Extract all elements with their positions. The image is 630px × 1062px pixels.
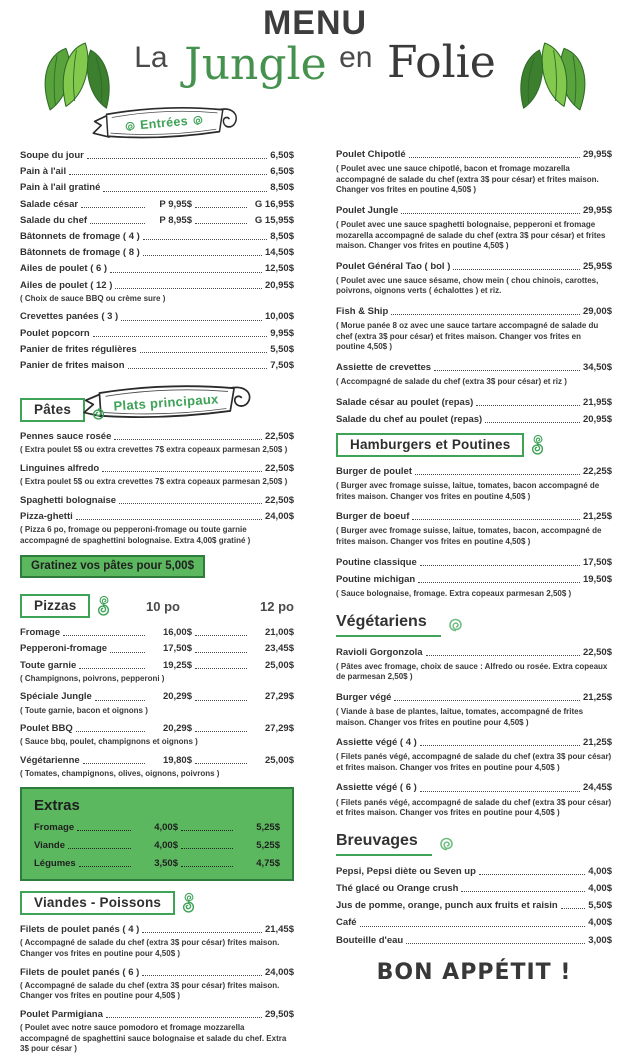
dotted-leader	[461, 891, 585, 892]
item-price: 22,50$	[264, 494, 294, 506]
item-name: Salade du chef	[20, 214, 88, 226]
item-name: Assiette de crevettes	[336, 361, 432, 373]
pizza-size-12po: 12 po	[260, 598, 294, 614]
title-la: La	[134, 41, 168, 74]
item-price: 4,00$	[588, 865, 612, 877]
spiral-icon	[447, 616, 464, 633]
item-price-col1: 19,25$	[162, 659, 192, 671]
item-price: 21,25$	[582, 737, 612, 749]
menu-item-row	[34, 858, 280, 869]
menu-item-row	[20, 627, 294, 638]
dotted-leader	[142, 975, 262, 976]
item-note: ( Poulet avec notre sauce pomodoro et fromage mozzarella accompagné de spaghettini sauce bolognaise et salade du chef. Extra 3$ pour césar )	[20, 1023, 287, 1054]
item-price-col1: 16,00$	[162, 627, 192, 639]
item-note: ( Sauce bolognaise, fromage. Extra copeaux parmesan 2,50$ )	[336, 588, 572, 598]
dotted-leader	[83, 763, 145, 764]
dotted-leader	[409, 157, 580, 158]
item-price-col1: 4,00$	[154, 839, 178, 851]
menu-item-row	[20, 495, 294, 506]
item-price-col2: 25,00$	[264, 754, 294, 766]
title-folie: Folie	[386, 37, 496, 88]
item-note: ( Burger avec fromage suisse, laitue, tomates, bacon, accompagné de frites maison. Changer vos frites en poutine 4,50$ )	[336, 526, 602, 547]
dotted-leader	[401, 213, 580, 214]
item-note: ( Toute garnie, bacon et oignons )	[20, 705, 148, 715]
item-price: 21,25$	[582, 691, 612, 703]
item-price: 22,50$	[582, 646, 612, 658]
menu-item-row	[336, 935, 612, 946]
vegetariens-title: Végétariens	[336, 613, 441, 637]
item-name: Végétarienne	[20, 754, 80, 766]
dotted-leader	[420, 791, 580, 792]
item-price-col1: 3,50$	[154, 858, 178, 869]
item-note: ( Accompagné de salade du chef (extra 3$ pour césar) frites maison. Changer vos frites en poutine pour 4,50$ )	[20, 980, 280, 1001]
menu-item-row	[20, 328, 294, 339]
item-price: 20,95$	[582, 413, 612, 425]
menu-item-row	[336, 782, 612, 793]
menu-item-row	[20, 691, 294, 702]
entrees-list	[20, 150, 294, 371]
menu-item-row	[336, 557, 612, 568]
item-price: 12,50$	[264, 263, 294, 275]
item-price-col2: G 16,95$	[254, 198, 294, 210]
menu-item-row	[20, 231, 294, 242]
menu-item-row	[336, 397, 612, 408]
menu-item-row	[20, 967, 294, 978]
section-header-vegetariens	[336, 613, 612, 637]
item-name: Poutine classique	[336, 556, 417, 568]
pizza-size-10po: 10 po	[146, 598, 180, 614]
burgers-title: Hamburgers et Poutines	[336, 433, 524, 457]
dotted-leader	[195, 652, 247, 653]
title-en: en	[339, 41, 373, 74]
dotted-leader	[195, 763, 247, 764]
dotted-leader	[79, 866, 131, 867]
item-price: 20,95$	[264, 279, 294, 291]
item-price: 25,95$	[582, 260, 612, 272]
dotted-leader	[181, 848, 233, 849]
dotted-leader	[142, 932, 262, 933]
item-price: 29,95$	[582, 149, 612, 160]
menu-item-row	[336, 306, 612, 317]
item-price-col1: 19,80$	[162, 754, 192, 766]
spiral-icon	[438, 835, 455, 852]
item-price: 21,25$	[582, 511, 612, 523]
left-column	[20, 150, 294, 1062]
dotted-leader	[93, 336, 268, 337]
item-price: 5,50$	[588, 900, 612, 912]
dotted-leader	[77, 830, 131, 831]
item-price: 7,50$	[270, 359, 294, 371]
menu-item-row	[20, 247, 294, 258]
menu-item-row	[336, 574, 612, 585]
dotted-leader	[426, 655, 580, 656]
item-price: 9,95$	[270, 327, 294, 339]
item-name: Fish & Ship	[336, 305, 389, 317]
gratinez-badge	[20, 555, 205, 578]
item-price: 24,00$	[264, 510, 294, 522]
menu-item-row	[336, 647, 612, 658]
item-name: Ailes de poulet ( 6 )	[20, 263, 108, 275]
item-name: Burger de boeuf	[336, 511, 410, 523]
item-name: Spaghetti bolognaise	[20, 494, 117, 506]
dotted-leader	[412, 519, 580, 520]
item-name: Poulet Parmigiana	[20, 1008, 103, 1020]
item-note: ( Viande à base de plantes, laitue, tomates, accompagné de frites maison. Changer vos frites en poutine pour 4,50$ )	[336, 707, 584, 727]
item-price-col1: 20,29$	[162, 691, 192, 703]
item-name: Assiette végé ( 4 )	[336, 737, 417, 749]
menu-item-row	[20, 182, 294, 193]
item-note: ( Accompagné de salade du chef (extra 3$ pour césar) frites maison. Changer vos frites en poutine pour 4,50$ )	[20, 938, 280, 958]
item-name: Burger de poulet	[336, 465, 413, 477]
menu-item-row	[20, 463, 294, 474]
dotted-leader	[391, 314, 580, 315]
dotted-leader	[128, 368, 268, 369]
dotted-leader	[420, 565, 580, 566]
spiral-icon	[191, 114, 204, 127]
dotted-leader	[76, 519, 262, 520]
item-price: 19,50$	[582, 573, 612, 585]
dotted-leader	[195, 635, 247, 636]
item-name: Filets de poulet panés ( 6 )	[20, 966, 140, 978]
item-name: Pain à l'ail gratiné	[20, 182, 101, 194]
item-name: Fromage	[20, 627, 61, 639]
dotted-leader	[103, 191, 267, 192]
dotted-leader	[143, 239, 267, 240]
item-price-col1: 4,00$	[154, 821, 178, 833]
item-price: 29,50$	[264, 1008, 294, 1020]
dotted-leader	[63, 635, 145, 636]
item-note: ( Burger avec fromage suisse, laitue, tomates, bacon accompagné de frites maison. Changer vos frites en poutine 4,50$ )	[336, 481, 600, 501]
double-spiral-icon	[181, 891, 196, 915]
item-price: 6,50$	[270, 166, 294, 178]
menu-item-row	[20, 723, 294, 734]
menu-item-row	[34, 822, 280, 833]
menu-item-row	[20, 431, 294, 442]
dotted-leader	[87, 158, 267, 159]
item-price-col1: 20,29$	[162, 723, 192, 735]
dotted-leader	[121, 320, 262, 321]
item-name: Panier de frites maison	[20, 359, 125, 371]
item-price: 24,45$	[582, 782, 612, 794]
dotted-leader	[195, 668, 247, 669]
item-name: Ravioli Gorgonzola	[336, 646, 423, 658]
pizzas-title: Pizzas	[20, 594, 90, 618]
item-note: ( Filets panés végé, accompagné de salade du chef (extra 3$ pour césar) et frites maison. Changer vos frites en poutine pour 4,50$ )	[336, 752, 612, 772]
item-name: Pepperoni-fromage	[20, 643, 108, 655]
dotted-leader	[110, 272, 262, 273]
menu-item-row	[20, 199, 294, 210]
item-name: Soupe du jour	[20, 150, 84, 161]
dotted-leader	[181, 830, 233, 831]
section-header-viandes-poissons	[20, 891, 294, 915]
item-name: Jus de pomme, orange, punch aux fruits et raisin	[336, 900, 558, 912]
menu-item-row	[20, 643, 294, 654]
menu-item-row	[20, 344, 294, 355]
menu-item-row	[336, 466, 612, 477]
item-name: Pizza-ghetti	[20, 510, 73, 522]
pates-list	[20, 431, 294, 546]
item-name: Viande	[34, 839, 65, 851]
dotted-leader	[181, 866, 233, 867]
dotted-leader	[69, 174, 267, 175]
dotted-leader	[110, 652, 145, 653]
menu-item-row	[20, 1009, 294, 1020]
plats-right-list	[336, 149, 612, 425]
item-price: 14,50$	[264, 247, 294, 259]
item-price-col2: 4,75$	[256, 858, 280, 869]
spiral-icon	[124, 119, 137, 132]
item-name: Pepsi, Pepsi diète ou Seven up	[336, 865, 476, 877]
item-name: Crevettes panées ( 3 )	[20, 311, 119, 323]
item-price: 29,00$	[582, 305, 612, 317]
item-name: Bouteille d'eau	[336, 934, 404, 946]
item-price: 8,50$	[270, 231, 294, 243]
menu-word: MENU	[262, 4, 368, 42]
item-name: Thé glacé ou Orange crush	[336, 882, 459, 894]
dotted-leader	[195, 223, 247, 224]
item-name: Pennes sauce rosée	[20, 431, 112, 443]
menu-item-row	[20, 263, 294, 274]
item-note: ( Extra poulet 5$ ou extra crevettes 7$ extra copeaux parmesan 2,50$ )	[20, 477, 288, 487]
section-header-pizzas	[20, 594, 294, 618]
menu-item-row	[336, 917, 612, 928]
item-note: ( Morue panée 8 oz avec une sauce tartare accompagné de salade du chef (extra 3$ pour césar) et frites maison. Changer vos frites en poutine 4,50$ )	[336, 321, 599, 352]
dotted-leader	[115, 288, 262, 289]
menu-item-row	[20, 150, 294, 161]
item-name: Poulet Chipotlé	[336, 149, 406, 160]
item-note: ( Extra poulet 5$ ou extra crevettes 7$ extra copeaux parmesan 2,50$ )	[20, 445, 288, 455]
entrees-banner	[88, 98, 240, 148]
item-price-col2: 5,25$	[256, 821, 280, 833]
plats-banner-text: Plats principaux	[112, 391, 220, 414]
burgers-list	[336, 466, 612, 600]
double-spiral-icon	[96, 594, 111, 618]
leaves-icon	[506, 36, 594, 124]
pizzas-list	[20, 627, 294, 779]
item-name: Bâtonnets de fromage ( 8 )	[20, 247, 140, 259]
dotted-leader	[90, 223, 145, 224]
item-note: ( Champignons, poivrons, pepperoni )	[20, 673, 165, 683]
dotted-leader	[76, 731, 145, 732]
extras-box	[20, 787, 294, 882]
menu-item-row	[20, 660, 294, 671]
menu-item-row	[336, 692, 612, 703]
item-name: Panier de frites régulières	[20, 343, 137, 355]
menu-item-row	[336, 900, 612, 911]
vegetariens-list	[336, 647, 612, 819]
item-name: Poulet popcorn	[20, 327, 90, 339]
item-price-col2: 5,25$	[256, 839, 280, 851]
item-name: Pain à l'ail	[20, 166, 67, 178]
item-price-col2: 27,29$	[264, 723, 294, 735]
dotted-leader	[114, 439, 262, 440]
item-name: Légumes	[34, 858, 76, 869]
pates-title: Pâtes	[20, 398, 85, 422]
menu-item-row	[20, 215, 294, 226]
extras-title: Extras	[34, 796, 80, 814]
item-note: ( Filets panés végé, accompagné de salade du chef (extra 3$ pour césar) et frites maison. Changer vos frites en poutine pour 4,50$ )	[336, 797, 612, 818]
menu-item-row	[336, 511, 612, 522]
item-price-col1: P 9,95$	[159, 198, 192, 210]
dotted-leader	[81, 207, 145, 208]
item-name: Poulet Général Tao ( bol )	[336, 260, 451, 272]
menu-item-row	[20, 511, 294, 522]
menu-item-row	[20, 360, 294, 371]
item-note: ( Poulet avec une sauce spaghetti bolognaise, pepperoni et fromage mozarella accompagné de salade du chef (extra 3$ pour césar) et frites maison. Changer vos frites en poutine 4,50$ )	[336, 220, 606, 251]
item-name: Ailes de poulet ( 12 )	[20, 279, 113, 291]
menu-item-row	[336, 261, 612, 272]
dotted-leader	[415, 474, 580, 475]
menu-item-row	[20, 280, 294, 291]
menu-item-row	[336, 737, 612, 748]
bon-appetit-text: BON APPÉTIT !	[376, 959, 572, 985]
item-price: 3,00$	[588, 934, 612, 946]
item-note: ( Choix de sauce BBQ ou crème sure )	[20, 293, 166, 303]
dotted-leader	[95, 700, 145, 701]
menu-item-row	[34, 840, 280, 851]
breuvages-list	[336, 866, 612, 946]
item-price-col1: 17,50$	[162, 643, 192, 655]
dotted-leader	[485, 422, 580, 423]
item-price-col2: G 15,95$	[254, 214, 294, 226]
item-price: 22,50$	[264, 431, 294, 443]
item-price: 5,50$	[270, 343, 294, 355]
item-price: 4,00$	[588, 882, 612, 894]
item-price: 22,50$	[264, 462, 294, 474]
dotted-leader	[476, 405, 580, 406]
dotted-leader	[106, 1017, 262, 1018]
menu-item-row	[20, 311, 294, 322]
dotted-leader	[561, 908, 586, 909]
item-name: Burger végé	[336, 691, 392, 703]
menu-item-row	[20, 166, 294, 177]
dotted-leader	[195, 731, 247, 732]
menu-item-row	[336, 866, 612, 877]
dotted-leader	[79, 668, 145, 669]
item-note: ( Sauce bbq, poulet, champignons et oignons )	[20, 737, 198, 747]
item-name: Filets de poulet panés ( 4 )	[20, 924, 140, 936]
item-name: Fromage	[34, 821, 75, 833]
entrees-banner-text: Entrées	[139, 113, 189, 133]
right-column	[336, 149, 612, 985]
item-price: 4,00$	[588, 917, 612, 929]
item-name: Poulet BBQ	[20, 723, 73, 735]
item-price-col2: 25,00$	[264, 659, 294, 671]
item-price: 22,25$	[582, 465, 612, 477]
item-name: Salade du chef au poulet (repas)	[336, 413, 483, 425]
item-name: Toute garnie	[20, 659, 77, 671]
viandes-list	[20, 924, 294, 1054]
item-note: ( Poulet avec une sauce sésame, chow mein ( chou chinois, carottes, poivrons, oignons verts ( échalottes ) et riz.	[336, 275, 599, 296]
item-name: Café	[336, 917, 357, 929]
dotted-leader	[394, 700, 580, 701]
item-name: Salade césar	[20, 198, 79, 210]
dotted-leader	[479, 874, 585, 875]
gratinez-text: Gratinez vos pâtes pour 5,00$	[31, 560, 194, 573]
dotted-leader	[102, 471, 262, 472]
item-note: ( Pâtes avec fromage, choix de sauce : Alfredo ou rosée. Extra copeaux de parmesan 2,50$ )	[336, 661, 608, 682]
item-price: 24,00$	[264, 966, 294, 978]
menu-item-row	[20, 755, 294, 766]
item-price: 17,50$	[582, 556, 612, 568]
dotted-leader	[119, 503, 262, 504]
dotted-leader	[420, 745, 580, 746]
title-jungle: Jungle	[184, 39, 327, 90]
item-note: ( Accompagné de salade du chef (extra 3$ pour césar) et riz )	[336, 377, 567, 387]
item-price-col2: 23,45$	[264, 643, 294, 655]
item-note: ( Pizza 6 po, fromage ou pepperoni-fromage ou toute garnie accompagné de spaghettini bolognaise. Extra 4,00$ gratiné )	[20, 525, 251, 545]
dotted-leader	[140, 352, 268, 353]
item-price-col2: 27,29$	[264, 691, 294, 703]
dotted-leader	[143, 255, 262, 256]
item-name: Poutine michigan	[336, 573, 416, 585]
menu-item-row	[20, 924, 294, 935]
item-price-col1: P 8,95$	[159, 214, 192, 226]
dotted-leader	[418, 582, 580, 583]
menu-item-row	[336, 883, 612, 894]
section-header-hamburgers-poutines	[336, 433, 612, 457]
dotted-leader	[195, 700, 247, 701]
menu-item-row	[336, 414, 612, 425]
item-price: 34,50$	[582, 361, 612, 373]
dotted-leader	[406, 943, 585, 944]
breuvages-title: Breuvages	[336, 832, 432, 856]
menu-item-row	[336, 205, 612, 216]
dotted-leader	[453, 269, 580, 270]
item-price: 21,95$	[582, 396, 612, 408]
dotted-leader	[195, 207, 247, 208]
item-name: Bâtonnets de fromage ( 4 )	[20, 231, 140, 243]
item-price: 10,00$	[264, 311, 294, 323]
item-name: Salade césar au poulet (repas)	[336, 396, 474, 408]
extras-list	[34, 822, 280, 870]
item-name: Spéciale Jungle	[20, 691, 92, 703]
menu-item-row	[336, 149, 612, 160]
dotted-leader	[360, 926, 586, 927]
item-price-col2: 21,00$	[264, 627, 294, 639]
double-spiral-icon	[530, 433, 545, 457]
item-name: Poulet Jungle	[336, 204, 399, 216]
item-price: 8,50$	[270, 182, 294, 194]
menu-item-row	[336, 362, 612, 373]
item-price: 6,50$	[270, 150, 294, 161]
section-header-breuvages	[336, 832, 612, 856]
item-note: ( Tomates, champignons, olives, oignons, poivrons )	[20, 769, 220, 779]
item-name: Linguines alfredo	[20, 462, 100, 474]
viandes-title: Viandes - Poissons	[20, 891, 175, 915]
item-price: 21,45$	[264, 924, 294, 936]
item-name: Assiette végé ( 6 )	[336, 782, 417, 794]
dotted-leader	[434, 370, 580, 371]
item-price: 29,95$	[582, 204, 612, 216]
dotted-leader	[68, 848, 131, 849]
item-note: ( Poulet avec une sauce chipotlé, bacon et fromage mozarella accompagné de salade du chef (extra 3$ pour césar) et frites maison. Changer vos frites en poutine 4,50$ )	[336, 164, 599, 195]
